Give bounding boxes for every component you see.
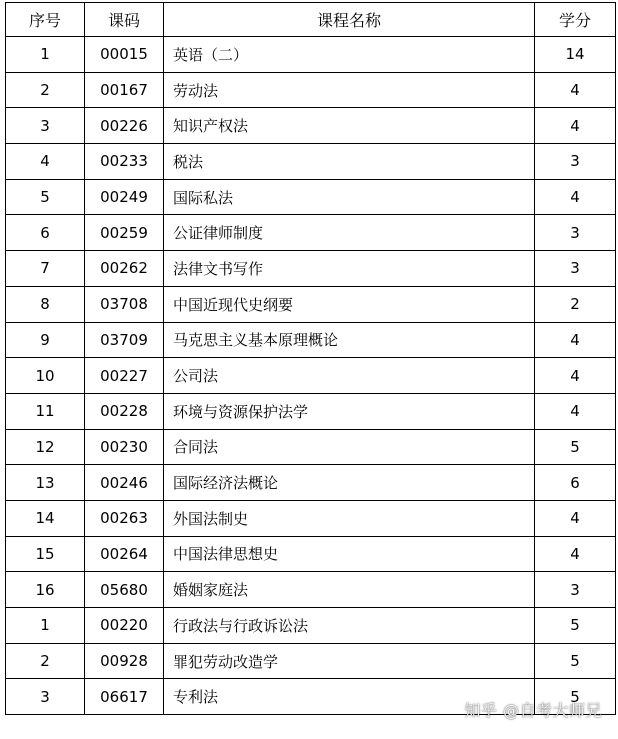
table-row	[6, 286, 616, 322]
course-name-cell: 罪犯劳动改造学	[164, 643, 535, 679]
course-name-cell: 外国法制史	[164, 500, 535, 536]
course-code-cell: 00230	[85, 429, 164, 465]
seq-no-cell: 8	[6, 286, 85, 322]
credits-cell: 3	[535, 572, 616, 608]
course-code-cell: 00262	[85, 251, 164, 287]
course-name-cell: 行政法与行政诉讼法	[164, 608, 535, 644]
credits-cell: 5	[535, 608, 616, 644]
table-row	[6, 108, 616, 144]
course-code-cell: 00220	[85, 608, 164, 644]
seq-no-cell: 4	[6, 144, 85, 180]
seq-no-cell: 1	[6, 37, 85, 73]
course-code-cell: 00246	[85, 465, 164, 501]
course-name-cell: 税法	[164, 144, 535, 180]
credits-cell: 4	[535, 322, 616, 358]
credits-cell: 3	[535, 251, 616, 287]
credits-cell: 3	[535, 215, 616, 251]
credits-cell: 2	[535, 286, 616, 322]
table-row	[6, 251, 616, 287]
table-header	[6, 3, 616, 37]
course-code-cell: 03709	[85, 322, 164, 358]
credits-cell: 3	[535, 144, 616, 180]
course-code-cell: 00263	[85, 500, 164, 536]
table-row	[6, 393, 616, 429]
seq-no-cell: 2	[6, 72, 85, 108]
table-row	[6, 72, 616, 108]
credits-cell: 4	[535, 358, 616, 394]
header-row	[6, 3, 616, 37]
course-name-cell: 婚姻家庭法	[164, 572, 535, 608]
seq-no-cell: 6	[6, 215, 85, 251]
seq-no-cell: 14	[6, 500, 85, 536]
seq-no-cell: 7	[6, 251, 85, 287]
course-name-cell: 公司法	[164, 358, 535, 394]
course-table	[5, 2, 616, 715]
course-name-cell: 劳动法	[164, 72, 535, 108]
seq-no-cell: 3	[6, 679, 85, 715]
course-name-cell: 环境与资源保护法学	[164, 393, 535, 429]
course-name-cell: 马克思主义基本原理概论	[164, 322, 535, 358]
course-code-cell: 06617	[85, 679, 164, 715]
course-code-cell: 00228	[85, 393, 164, 429]
course-name-cell: 公证律师制度	[164, 215, 535, 251]
course-code-cell: 00227	[85, 358, 164, 394]
table-row	[6, 358, 616, 394]
table-row	[6, 465, 616, 501]
course-code-cell: 00015	[85, 37, 164, 73]
table-row	[6, 215, 616, 251]
credits-cell: 4	[535, 393, 616, 429]
course-name-cell: 中国近现代史纲要	[164, 286, 535, 322]
table-row	[6, 500, 616, 536]
course-code-cell: 00264	[85, 536, 164, 572]
course-code-cell: 00928	[85, 643, 164, 679]
course-name-cell: 中国法律思想史	[164, 536, 535, 572]
course-name-cell: 国际经济法概论	[164, 465, 535, 501]
credits-cell: 6	[535, 465, 616, 501]
credits-cell: 5	[535, 643, 616, 679]
seq-no-cell: 12	[6, 429, 85, 465]
seq-no-cell: 3	[6, 108, 85, 144]
credits-cell: 4	[535, 500, 616, 536]
course-name-cell: 法律文书写作	[164, 251, 535, 287]
course-code-cell: 00226	[85, 108, 164, 144]
table-row	[6, 572, 616, 608]
seq-no-cell: 15	[6, 536, 85, 572]
table-body	[6, 37, 616, 715]
zhihu-watermark: 知乎 @自考大师兄	[464, 701, 602, 720]
table-row	[6, 608, 616, 644]
seq-no-cell: 11	[6, 393, 85, 429]
seq-no-cell: 16	[6, 572, 85, 608]
table-row	[6, 322, 616, 358]
course-name-cell: 专利法	[164, 679, 535, 715]
credits-cell: 4	[535, 179, 616, 215]
header-course-code: 课码	[85, 3, 164, 37]
header-credits: 学分	[535, 3, 616, 37]
table-row	[6, 179, 616, 215]
course-name-cell: 国际私法	[164, 179, 535, 215]
seq-no-cell: 13	[6, 465, 85, 501]
header-course-name: 课程名称	[164, 3, 535, 37]
course-name-cell: 合同法	[164, 429, 535, 465]
course-name-cell: 知识产权法	[164, 108, 535, 144]
table-row	[6, 643, 616, 679]
course-code-cell: 00167	[85, 72, 164, 108]
seq-no-cell: 1	[6, 608, 85, 644]
table-row	[6, 37, 616, 73]
course-code-cell: 00233	[85, 144, 164, 180]
header-seq-no: 序号	[6, 3, 85, 37]
course-name-cell: 英语（二）	[164, 37, 535, 73]
credits-cell: 4	[535, 536, 616, 572]
course-code-cell: 00249	[85, 179, 164, 215]
table-row	[6, 144, 616, 180]
seq-no-cell: 2	[6, 643, 85, 679]
table-row	[6, 429, 616, 465]
credits-cell: 4	[535, 108, 616, 144]
credits-cell: 4	[535, 72, 616, 108]
credits-cell: 5	[535, 679, 616, 715]
credits-cell: 14	[535, 37, 616, 73]
seq-no-cell: 9	[6, 322, 85, 358]
seq-no-cell: 5	[6, 179, 85, 215]
table-row	[6, 536, 616, 572]
course-code-cell: 05680	[85, 572, 164, 608]
seq-no-cell: 10	[6, 358, 85, 394]
credits-cell: 5	[535, 429, 616, 465]
course-code-cell: 03708	[85, 286, 164, 322]
course-code-cell: 00259	[85, 215, 164, 251]
